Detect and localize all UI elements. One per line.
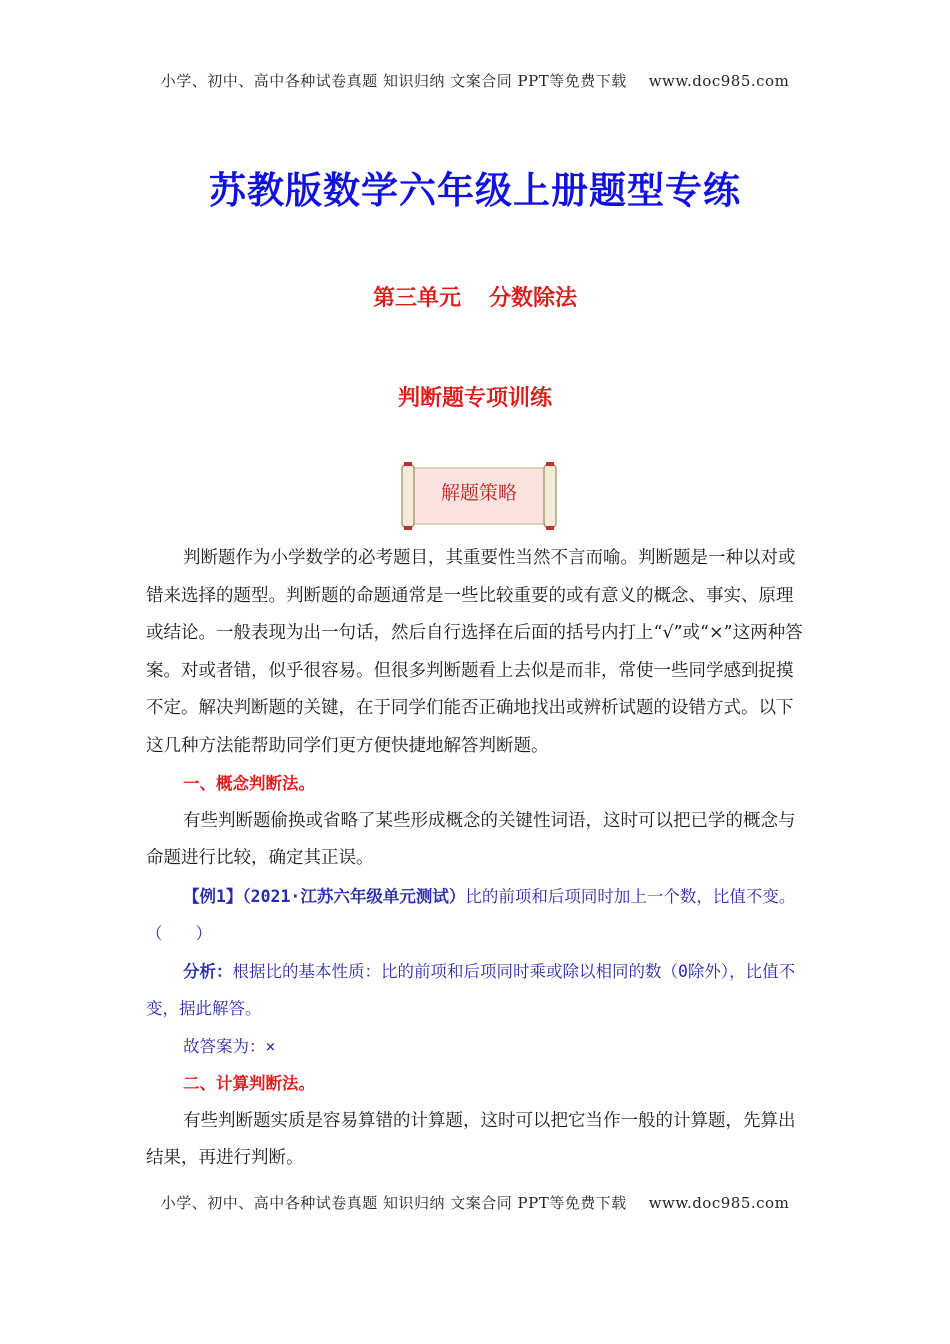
footer-url[interactable]: www.doc985.com — [648, 1194, 790, 1212]
analysis — [146, 953, 806, 1028]
page-footer — [0, 1192, 950, 1213]
banner-label: 解题策略 — [440, 482, 517, 504]
section1-text: 有些判断题偷换或省略了某些形成概念的关键性词语，这时可以把已学的概念与命题进行比较，确定其正误。 — [146, 810, 796, 868]
header-text: 小学、初中、高中各种试卷真题 知识归纳 文案合同 PPT等免费下载 — [160, 72, 627, 90]
document-title: 苏教版数学六年级上册题型专练 — [209, 169, 741, 212]
answer: 故答案为：× — [183, 1036, 276, 1056]
header-url[interactable]: www.doc985.com — [648, 72, 790, 90]
unit-heading — [0, 281, 950, 312]
section1-heading: 一、概念判断法。 — [183, 774, 315, 793]
intro-paragraph: 判断题作为小学数学的必考题目，其重要性当然不言而喻。判断题是一种以对或错来选择的题型。判断题的命题通常是一些比较重要的或有意义的概念、事实、原理或结论。一般表现为出一句话，然后自行选择在后面的括号内打上“√”或“×”这两种答案。对或者错，似乎很容易。但很多判断题看上去似是而非，常使一些同学感到捉摸不定。解决判断题的关键，在于同学们能否正确地找出或辨析试题的设错方式。以下这几种方法能帮助同学们更方便快捷地解答判断题。 — [146, 548, 803, 756]
unit-number: 第三单元 — [372, 286, 461, 311]
analysis-label: 分析： — [183, 961, 233, 981]
example-text: 比的前项和后项同时加上一个数，比值不变。（ ） — [146, 886, 796, 943]
subtitle: 判断题专项训练 — [397, 386, 552, 411]
main-content — [146, 540, 806, 1178]
section2-heading: 二、计算判断法。 — [183, 1074, 315, 1093]
analysis-text: 根据比的基本性质：比的前项和后项同时乘或除以相同的数（0除外），比值不变，据此解答。 — [146, 961, 796, 1018]
example-1 — [146, 878, 806, 953]
page-header — [0, 70, 950, 91]
footer-text: 小学、初中、高中各种试卷真题 知识归纳 文案合同 PPT等免费下载 — [160, 1194, 627, 1212]
section2-text: 有些判断题实质是容易算错的计算题，这时可以把它当作一般的计算题，先算出结果，再进行判断。 — [146, 1110, 796, 1168]
unit-name: 分数除法 — [489, 286, 578, 311]
example-label: 【例1】（2021·江苏六年级单元测试） — [183, 886, 466, 906]
